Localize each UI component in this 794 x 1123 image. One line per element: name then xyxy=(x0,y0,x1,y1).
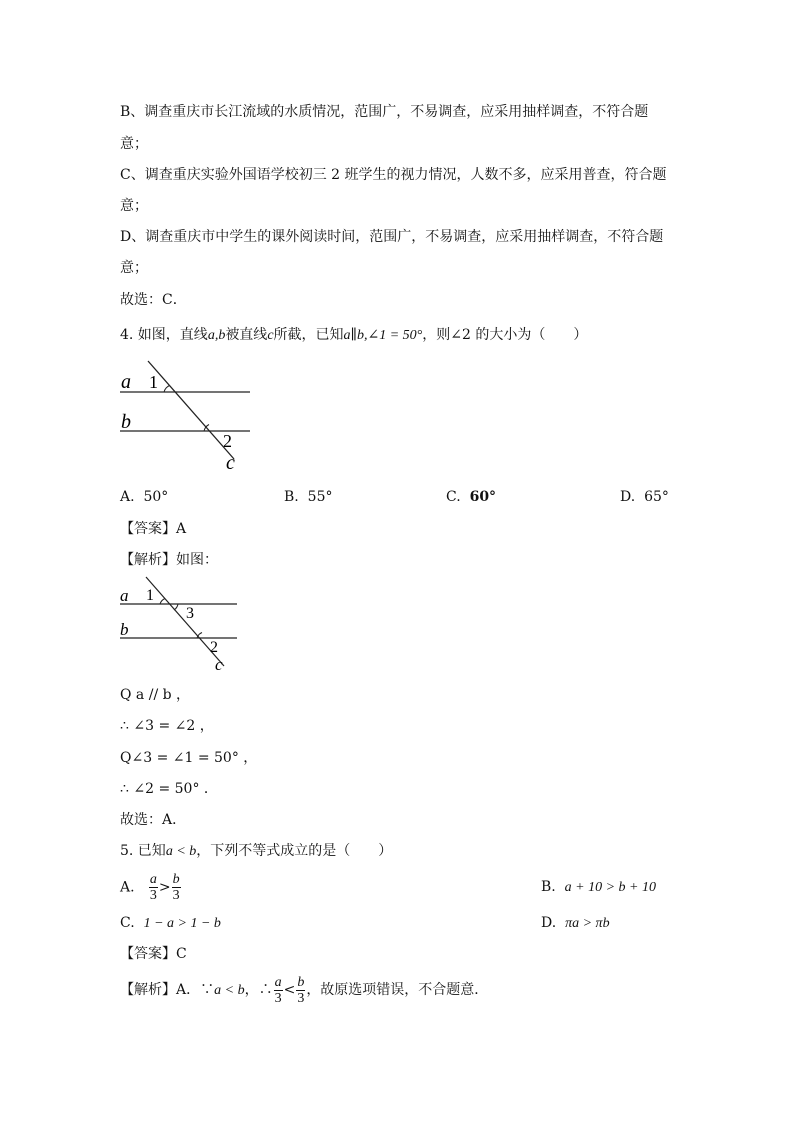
q5-option-a: A. $\frac{a}{3}$ > $\frac{b}{3}$ xyxy=(120,872,180,903)
q4-stem-a: 4. 如图，直线 xyxy=(120,327,208,343)
q4-figure-2 xyxy=(112,574,247,676)
q5-analysis: 【解析】A．∵a < b，∴ $\frac{a}{3}$ < $\frac{b}{3}$ ，故原选项错误，不合题意． xyxy=(120,974,489,1006)
fig1-label-b: b xyxy=(121,411,131,433)
q5-stem: 5. 已知a < b，下列不等式成立的是（ ） xyxy=(120,843,393,859)
q4-option-a: A. 50° xyxy=(120,489,169,505)
q4-stem-cond: a∥b,∠1 = 50° xyxy=(343,328,423,343)
q4-option-b: B. 55° xyxy=(284,489,333,505)
q4-step-3: Q∠3 = ∠1 = 50° ， xyxy=(120,750,258,766)
q4-option-d: D. 65° xyxy=(620,489,669,505)
q3-option-b-line2: 意； xyxy=(120,136,148,152)
fig1-label-c: c xyxy=(226,452,235,474)
q4-option-c: C. 60° xyxy=(446,489,497,505)
fig2-label-c: c xyxy=(215,655,223,674)
q5-answer: 【答案】C xyxy=(120,946,187,962)
q4-analysis-label: 【解析】如图： xyxy=(120,552,218,568)
q4-stem-ab: a,b xyxy=(207,328,226,343)
q3-select: 故选：C． xyxy=(120,292,187,308)
q3-option-c-line1: C、调查重庆实验外国语学校初三 2 班学生的视力情况，人数不多，应采用普查，符合题 xyxy=(120,167,667,183)
q5-option-c: C. 1 − a > 1 − b xyxy=(120,915,221,931)
q4-select: 故选：A． xyxy=(120,812,187,828)
q4-figure-1 xyxy=(112,355,262,475)
q5-option-b: B. a + 10 > b + 10 xyxy=(541,879,656,895)
q4-answer: 【答案】A xyxy=(120,521,187,537)
q5-stem-cond: a < b xyxy=(165,844,197,859)
fig1-angle-1: 1 xyxy=(149,372,158,392)
fig2-angle-1: 1 xyxy=(146,587,154,604)
q4-stem-d: 所截，已知 xyxy=(273,327,344,343)
q4-stem xyxy=(120,325,587,346)
q3-option-b-line1: B、调查重庆市长江流域的水质情况，范围广，不易调查，应采用抽样调查，不符合题 xyxy=(120,104,649,120)
q4-stem-b: 被直线 xyxy=(225,327,268,343)
fig2-angle-2: 2 xyxy=(210,639,218,656)
fig1-angle-2: 2 xyxy=(223,431,232,451)
q3-option-c-line2: 意； xyxy=(120,198,148,214)
q4-step-2: ∴ ∠3 = ∠2 ， xyxy=(120,718,214,734)
q4-step-1: Q a // b ， xyxy=(120,687,191,703)
fig2-label-b: b xyxy=(120,620,129,639)
q5-option-d: D. πa > πb xyxy=(541,915,610,931)
q3-option-d-line2: 意； xyxy=(120,260,148,276)
q3-option-d-line1: D、调查重庆市中学生的课外阅读时间，范围广，不易调查，应采用抽样调查，不符合题 xyxy=(120,229,664,245)
q4-stem-c: c xyxy=(267,328,274,343)
fig1-label-a: a xyxy=(121,371,131,393)
fig2-angle-3: 3 xyxy=(186,605,194,622)
q4-stem-e: ，则∠2 的大小为（ ） xyxy=(422,327,588,343)
fig2-label-a: a xyxy=(120,586,129,605)
q4-step-4: ∴ ∠2 = 50° ． xyxy=(120,781,218,797)
